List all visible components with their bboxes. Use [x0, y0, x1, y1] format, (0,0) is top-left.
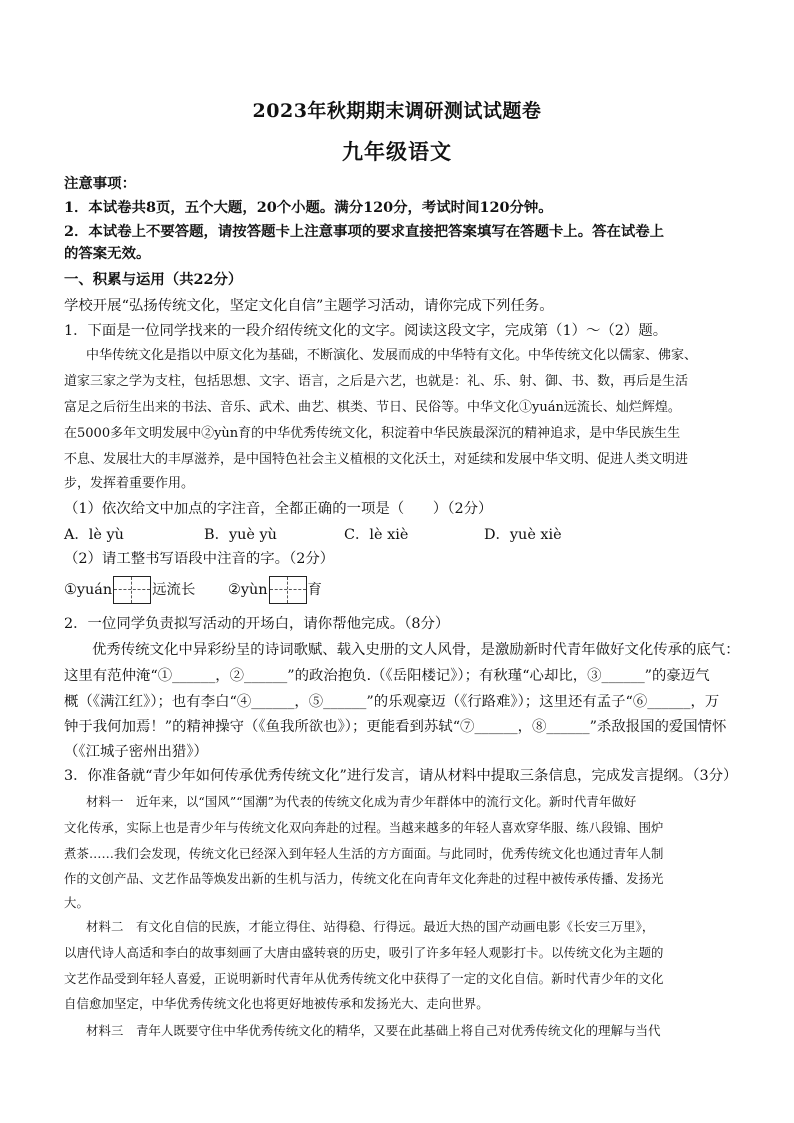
- section-heading: 一、积累与运用（共22分）: [64, 271, 243, 288]
- option-b[interactable]: B．yuè yù: [204, 527, 277, 543]
- writing-item-1: [64, 582, 200, 598]
- question-1-1: （1）依次给文中加点的字注音，全都正确的一项是（ ）（2分）: [64, 501, 493, 517]
- material-line: 作的文创产品、文艺作品等焕发出新的生机与活力，传统文化在向青年文化奔赴的过程中被传承传播、发扬光: [64, 871, 664, 886]
- exam-subject: 九年级语文: [342, 139, 452, 164]
- material-line: 大。: [64, 895, 89, 910]
- material-line: 煮茶……我们会发现，传统文化已经深入到年轻人生活的方方面面。与此同时，优秀传统文化也通过青年人制: [64, 846, 664, 861]
- q2-text-line: 优秀传统文化中异彩纷呈的诗词歌赋、载入史册的文人风骨，是激励新时代青年做好文化传承的底气：: [92, 642, 740, 658]
- pinyin-yuan: ①yuán: [64, 582, 113, 598]
- option-c[interactable]: C．lè xiè: [344, 527, 409, 543]
- question-1-2: （2）请工整书写语段中注音的字。（2分）: [64, 551, 335, 567]
- q2-text-line: 这里有范仲淹“①______，②______”的政治抱负.（《岳阳楼记》）；有秋瑾“心却比，③______”的豪迈气: [64, 668, 710, 684]
- notice-item-2-line1: 2．本试卷上不要答题，请按答题卡上注意事项的要求直接把答案填写在答题卡上。答在试卷上: [64, 223, 665, 240]
- question-3: 3．你准备就“青少年如何传承优秀传统文化”进行发言，请从材料中提取三条信息，完成发言提纲。（3分）: [64, 768, 738, 784]
- passage-line: 道家三家之学为支柱，包括思想、文字、语言，之后是六艺，也就是：礼、乐、射、御、书、数，再后是生活: [64, 374, 689, 389]
- exam-title: 2023年秋期期末调研测试试题卷: [252, 100, 542, 122]
- pinyin-yun: ②yùn: [227, 582, 268, 598]
- material-line: 材料二 有文化自信的民族，才能立得住、站得稳、行得远。最近大热的国产动画电影《长安三万里》，: [86, 919, 655, 934]
- material-line: 以唐代诗人高适和李白的故事刻画了大唐由盛转衰的历史，吸引了许多年轻人观影打卡。以传统文化为主题的: [64, 945, 664, 960]
- passage-line: 步，发挥着重要作用。: [64, 476, 195, 491]
- passage-line: 在5000多年文明发展中②yùn育的中华优秀传统文化，积淀着中华民族最深沉的精神追求，是中华民族生生: [64, 426, 681, 441]
- phrase-yuan: 远流长: [152, 582, 196, 598]
- writing-grid-row: [64, 576, 334, 604]
- passage-line: 中华传统文化是指以中原文化为基础，不断演化、发展而成的中华特有文化。中华传统文化以儒家、佛家、: [86, 348, 698, 363]
- passage-line: 不息、发展壮大的丰厚滋养，是中国特色社会主义植根的文化沃土，对延续和发展中华文明、促进人类文明进: [64, 452, 689, 467]
- q2-text-line: 概（《满江红》）；也有李白“④______，⑤______”的乐观豪迈（《行路难》）；这里还有孟子“⑥______，万: [64, 694, 720, 710]
- writing-item-2: [228, 582, 322, 598]
- question-2: 2．一位同学负责拟写活动的开场白，请你帮他完成。（8分）: [64, 616, 450, 632]
- option-a[interactable]: A．lè yù: [64, 527, 124, 543]
- tianzige-box-2[interactable]: [269, 576, 307, 604]
- notice-item-1: 1．本试卷共8页，五个大题，20个小题。满分120分，考试时间120分钟。: [64, 199, 553, 216]
- material-line: 文艺作品受到年轻人喜爱，正说明新时代青年从优秀传统文化中获得了一定的文化自信。新时代青少年的文化: [64, 971, 664, 986]
- q2-text-line: 钟于我何加焉！”的精神操守（《鱼我所欲也》）；更能看到苏轼“⑦______，⑧______”杀敌报国的爱国情怀: [64, 719, 727, 735]
- option-d[interactable]: D．yuè xiè: [484, 527, 562, 543]
- tianzige-box-1[interactable]: [113, 576, 151, 604]
- material-line: 文化传承，实际上也是青少年与传统文化双向奔赴的过程。当越来越多的年轻人喜欢穿华服、练八段锦、围炉: [64, 820, 664, 835]
- section-intro: 学校开展“弘扬传统文化，坚定文化自信”主题学习活动，请你完成下列任务。: [64, 298, 554, 314]
- q2-text-line: （《江城子密州出猎》）: [64, 744, 208, 760]
- material-line: 材料三 青年人既要守住中华优秀传统文化的精华，又要在此基础上将自己对优秀传统文化的理解与当代: [86, 1023, 661, 1038]
- notice-item-2-line2: 的答案无效。: [64, 245, 151, 262]
- passage-line: 富足之后衍生出来的书法、音乐、武术、曲艺、棋类、节日、民俗等。中华文化①yuán远流长、灿烂辉煌。: [64, 400, 681, 415]
- question-1: 1．下面是一位同学找来的一段介绍传统文化的文字。阅读这段文字，完成第（1）～（2）题。: [64, 323, 668, 339]
- material-line: 材料一 近年来，以“国风”“国潮”为代表的传统文化成为青少年群体中的流行文化。新时代青年做好: [86, 794, 637, 809]
- notice-heading: 注意事项：: [64, 175, 136, 192]
- phrase-yun: 育: [307, 582, 322, 598]
- material-line: 自信愈加坚定，中华优秀传统文化也将更好地被传承和发扬光大、走向世界。: [64, 996, 489, 1011]
